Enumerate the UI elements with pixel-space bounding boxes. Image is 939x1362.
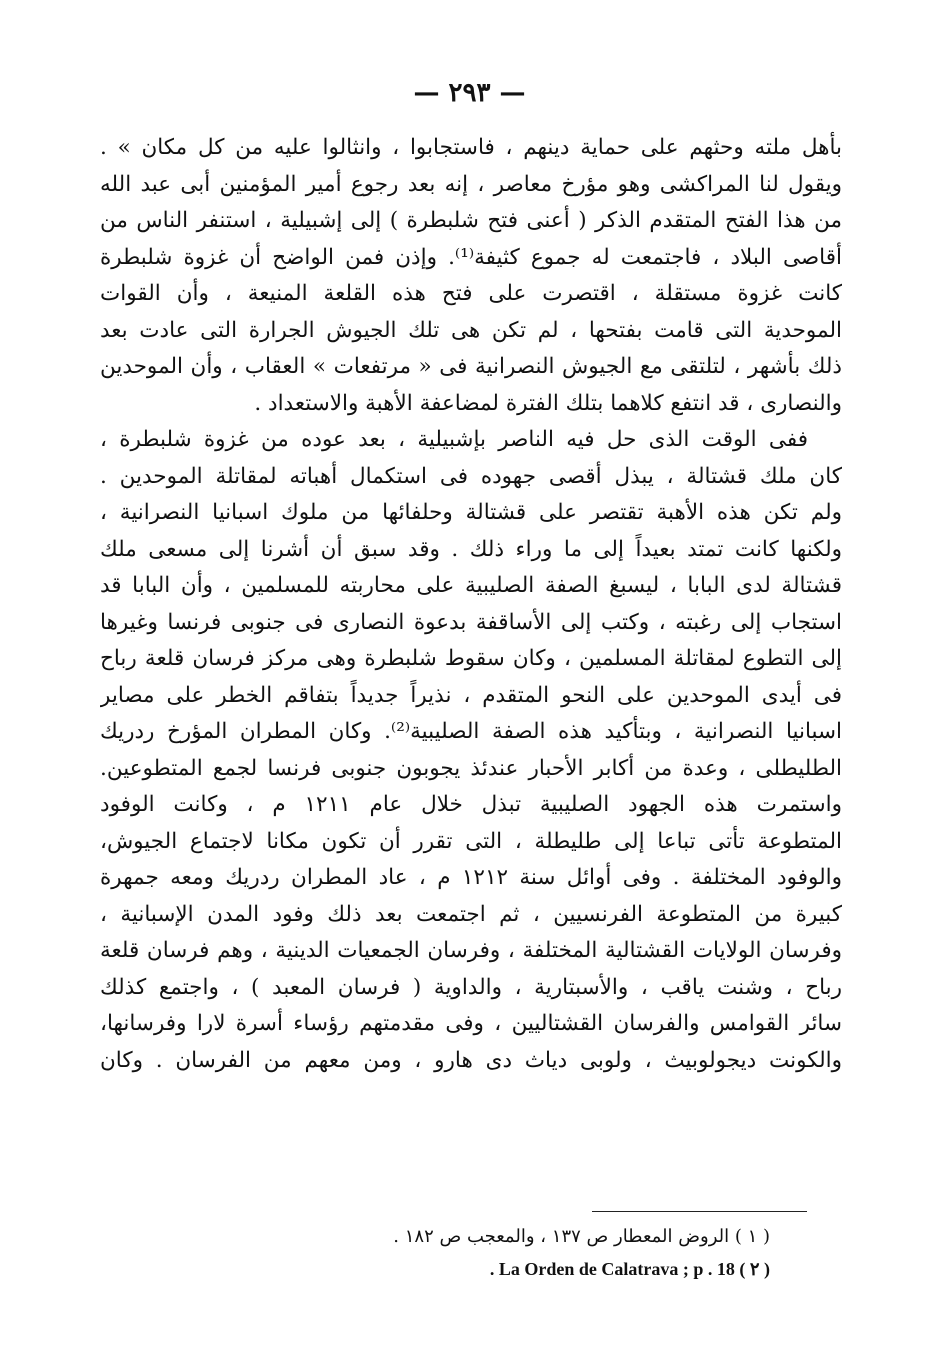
- text-line: وفرسان الولايات القشتالية المختلفة ، وفرسان الجمعيات الدينية ، وهم فرسان قلعة: [100, 938, 842, 963]
- footnote-2: ( ٢ ) La Orden de Calatrava ; p . 18 .: [489, 1259, 770, 1279]
- text-line: رباح ، وشنت ياقب ، والأسبتارية ، والداوية ( فرسان المعبد ) ، واجتمع كذلك: [100, 974, 842, 1000]
- text-line: ولكنها كانت تمتد بعيداً إلى ما وراء ذلك . وقد سبق أن أشرنا إلى مسعى ملك: [100, 536, 842, 562]
- text-line: واستمرت هذه الجهود الصليبية تبذل خلال عام ١٢١١ م ، وكانت الوفود: [100, 792, 842, 817]
- text-line: المتطوعة تأتى تباعا إلى طليطلة ، التى تقرر أن تكون مكانا لاجتماع الجيوش،: [100, 828, 842, 854]
- text-line: بأهل ملته وحثهم على حماية دينهم ، فاستجابوا ، وانثالوا عليه من كل مكان » .: [100, 135, 842, 160]
- text-line: من هذا الفتح المتقدم الذكر ( أعنى فتح شلبطرة ) إلى إشبيلية ، استنفر الناس من: [100, 208, 842, 233]
- footnotes: [330, 1221, 770, 1285]
- text-line: كانت غزوة مستقلة ، اقتصرت على فتح هذه القلعة المنيعة ، وأن القوات: [100, 281, 842, 306]
- text-line: اسبانيا النصرانية ، وبتأكيد هذه الصفة الصليبية⁽²⁾. وكان المطران المؤرخ ردريك: [100, 719, 842, 744]
- text-line: قشتالة لدى البابا ، ليسبغ الصفة الصليبية على محاربته للمسلمين ، وأن البابا قد: [100, 573, 842, 598]
- text-line: أقاصى البلاد ، فاجتمعت له جموع كثيفة⁽¹⁾. وإذن فمن الواضح أن غزوة شلبطرة: [100, 244, 842, 270]
- text-line: ففى الوقت الذى حل فيه الناصر بإشبيلية ، بعد عوده من غزوة شلبطرة ،: [100, 427, 808, 452]
- text-line: سائر القوامس والفرسان القشتاليين ، وفى مقدمتهم رؤساء أسرة لارا وفرسانها،: [100, 1011, 842, 1036]
- text-line: كبيرة من المتطوعة الفرنسيين ، ثم اجتمعت بعد ذلك وفود المدن الإسبانية ،: [100, 901, 842, 927]
- text-line: ذلك بأشهر ، لتلتقى مع الجيوش النصرانية فى « مرتفعات » العقاب ، وأن الموحدين: [100, 354, 842, 379]
- text-line: ويقول لنا المراكشى وهو مؤرخ معاصر ، إنه بعد رجوع أمير المؤمنين أبى عبد الله: [100, 171, 842, 197]
- footnote-1: ( ١ ) الروض المعطار ص ١٣٧ ، والمعجب ص ١٨٢ .: [393, 1226, 770, 1247]
- text-line: والنصارى ، قد انتفع كلاهما بتلك الفترة لمضاعفة الأهبة والاستعداد .: [254, 390, 842, 416]
- text-line: والكونت ديجولوبيث ، ولوبى دياث دى هارو ، ومن معهم من الفرسان . وكان: [100, 1047, 842, 1073]
- text-line: والوفود المختلفة . وفى أوائل سنة ١٢١٢ م ، عاد المطران ردريك ومعه جمهرة: [100, 865, 842, 890]
- text-line: إلى التطوع لمقاتلة المسلمين ، وكان سقوط شلبطرة وهى مركز فرسان قلعة رباح: [100, 646, 842, 671]
- footnote-divider: [592, 1211, 807, 1212]
- text-line: فى أيدى الموحدين على النحو المتقدم ، نذيراً جديداً بتفاقم الخطر على مصاير: [100, 682, 842, 708]
- page-number: — ٢٩٣ —: [413, 78, 526, 108]
- text-line: استجاب إلى رغبته ، وكتب إلى الأساقفة بدعوة النصارى فى جنوبى فرنسا وغيرها: [100, 609, 842, 635]
- text-line: ولم تكن هذه الأهبة تقتصر على قشتالة وحلفائها من ملوك اسبانيا النصرانية ،: [100, 500, 842, 525]
- body-text: [100, 130, 842, 1079]
- text-line: الطليطلى ، وعدة من أكابر الأحبار عندئذ يجوبون جنوبى فرنسا لجمع المتطوعين.: [100, 755, 842, 781]
- text-line: الموحدية التى قامت بفتحها ، لم تكن هى تلك الجيوش الجرارة التى عادت بعد: [100, 317, 842, 343]
- text-line: كان ملك قشتالة ، يبذل أقصى جهوده فى استكمال أهباته لمقاتلة الموحدين .: [100, 463, 842, 489]
